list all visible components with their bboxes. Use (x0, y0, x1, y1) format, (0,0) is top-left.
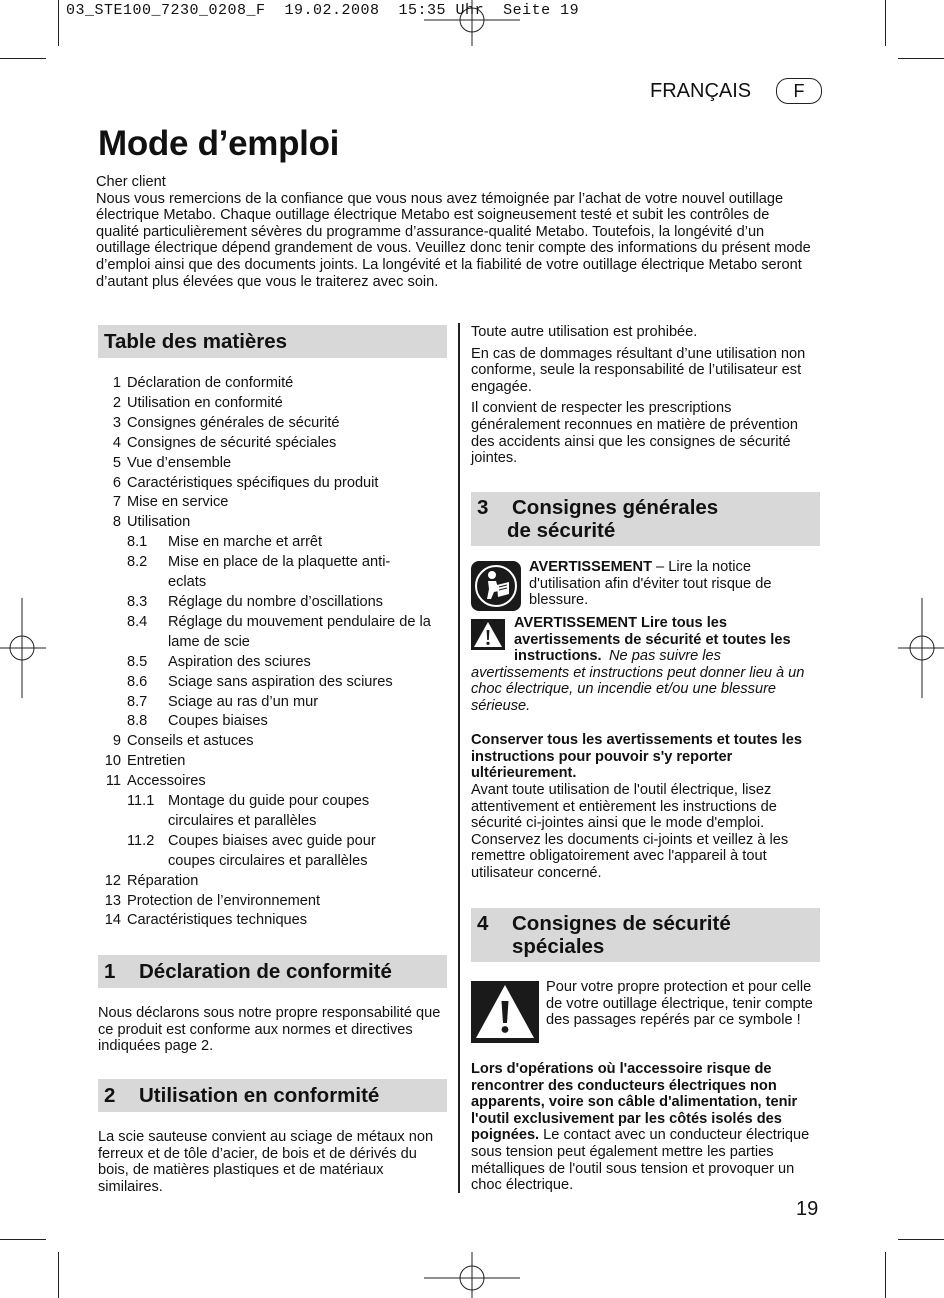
crop-mark (58, 0, 59, 46)
keep-instructions-bold: Conserver tous les avertissements et toutes les instructions pour pouvoir s'y reporter ultérieurement. (471, 732, 802, 782)
toc-item: 5 Vue d’ensemble (112, 454, 232, 471)
toc-subitem: 8.2 Mise en place de la plaquette anti-eclats (127, 554, 391, 591)
toc-item: 3 Consignes générales de sécurité (112, 414, 340, 431)
language-code-badge: F (776, 78, 822, 104)
intro (96, 174, 816, 290)
intro-body: Nous vous remercions de la confiance que vous nous avez témoignée par l’achat de votre nouvel outillage électrique Metabo. Chaque outillage électrique Metabo est soigneusement testé et subit les contrôles de qualité particulièrement sévères du programme d’assurance-qualité Metabo. Toutefois, la longévité d’un outillage électrique dépend grandement de vous. Veuillez donc tenir compte des informations du présent mode d’emploi ainsi que des documents joints. La longévité et la fiabilité de votre outillage électrique Metabo seront d’autant plus élevées que vous le traiterez avec soin. (96, 190, 811, 290)
usage-notes: Toute autre utilisation est prohibée. En cas de dommages résultant d’une utilisation non conforme, seule la responsabilité de l’utilisateur est engagée. Il convient de respecter les prescriptions généralement reconnues en matière de prévention des accidents ainsi que les consignes de sécurité jointes. (471, 324, 806, 467)
page-title: Mode d’emploi (98, 124, 340, 163)
crop-mark (898, 58, 944, 59)
warning-read-manual: AVERTISSEMENT – Lire la notice d'utilisation afin d'éviter tout risque de blessure. (529, 559, 772, 609)
toc-subitem: 11.1 Montage du guide pour coupes circulaires et parallèles (127, 793, 370, 829)
section-1-heading: 1 Déclaration de conformité (98, 955, 447, 988)
toc-heading (98, 325, 447, 358)
toc-subitem: 8.8 Coupes biaises (127, 713, 268, 730)
print-slug: 03_STE100_7230_0208_F 19.02.2008 15:35 Uhr Seite 19 (66, 2, 580, 19)
language-label: FRANÇAIS (650, 80, 752, 102)
toc-item: 11 Accessoires (105, 773, 206, 790)
toc-subitem: 8.4 Réglage du mouvement pendulaire de la lame de scie (127, 613, 431, 650)
keep-instructions-body: Avant toute utilisation de l'outil électrique, lisez attentivement et entièrement les instructions de sécurité ci-jointes ainsi que le mode d'emploi. Conservez les documents ci-joints et veillez à les remettre obligatoirement avec l'appareil à tout utilisateur concerné. (471, 782, 789, 881)
toc-item: 2 Utilisation en conformité (112, 394, 283, 411)
crop-mark (0, 1239, 46, 1240)
section-3-heading: 3 Consignes générales de sécurité (471, 492, 820, 546)
registration-mark-right-icon (898, 598, 944, 698)
toc-item: 12 Réparation (104, 872, 199, 889)
toc-subitem: 8.7 Sciage au ras d’un mur (127, 693, 319, 710)
toc-item: 6 Caractéristiques spécifiques du produit (112, 474, 379, 491)
section-4-body: Lors d'opérations où l'accessoire risque de rencontrer des conducteurs électriques non apparents, voire son câble d'alimentation, tenir l'outil exclusivement par les côtés isolés des poignées. Le contact avec un conducteur électrique sous tension peut également mettre les parties métalliques de l'outil sous tension et provoquer un choc électrique. (471, 1061, 810, 1194)
toc-item: 9 Conseils et astuces (112, 733, 254, 750)
toc-subitem: 8.3 Réglage du nombre d’oscillations (127, 593, 383, 610)
read-manual-icon (471, 561, 521, 611)
toc-item: 7 Mise en service (112, 494, 229, 511)
intro-greeting: Cher client (96, 174, 166, 190)
toc-subitem: 8.1 Mise en marche et arrêt (127, 534, 323, 551)
symbol-explanation: Pour votre propre protection et pour celle de votre outillage électrique, tenir compte des passages repérés par ce symbole ! (546, 979, 813, 1029)
section-4-heading: 4 Consignes de sécurité spéciales (471, 908, 820, 962)
crop-mark (0, 58, 46, 59)
warning-read-all: AVERTISSEMENT Lire tous les avertissements de sécurité et toutes les instructions. (514, 615, 791, 665)
section-1-body: Nous déclarons sous notre propre responsabilité que ce produit est conforme aux normes et directives indiquées page 2. (98, 1005, 441, 1055)
toc-item: 14 Caractéristiques techniques (104, 912, 308, 929)
toc-item: 10 Entretien (104, 753, 186, 770)
toc-item: 13 Protection de l’environnement (104, 892, 321, 909)
toc-subitem: 8.5 Aspiration des sciures (127, 653, 311, 670)
toc-item: 8 Utilisation (112, 514, 191, 531)
toc-subitem: 8.6 Sciage sans aspiration des sciures (127, 673, 393, 690)
section-2-body: La scie sauteuse convient au sciage de métaux non ferreux et de tôle d’acier, de bois et de dérivés du bois, de matières plastiques et de matériaux similaires. (98, 1129, 434, 1195)
registration-mark-left-icon (0, 598, 46, 698)
danger-symbol-icon (471, 981, 539, 1043)
page-number: 19 (796, 1198, 819, 1220)
crop-mark (898, 1239, 944, 1240)
toc-item: 1 Déclaration de conformité (112, 375, 294, 391)
crop-mark (885, 1252, 886, 1298)
toc-heading-text: Table des matières (104, 330, 288, 353)
column-divider (458, 323, 460, 1193)
registration-mark-bottom-icon (424, 1252, 524, 1298)
crop-mark (58, 1252, 59, 1298)
warning-consequences: Ne pas suivre les avertissements et instructions peut donner lieu à un choc électrique, un incendie et/ou une blessure sérieuse. (471, 648, 805, 714)
toc-subitem: 11.2 Coupes biaises avec guide pour coupes circulaires et parallèles (127, 832, 376, 869)
table-of-contents (98, 374, 443, 931)
toc-item: 4 Consignes de sécurité spéciales (112, 434, 337, 451)
section-2-heading: 2 Utilisation en conformité (98, 1079, 447, 1112)
crop-mark (885, 0, 886, 46)
